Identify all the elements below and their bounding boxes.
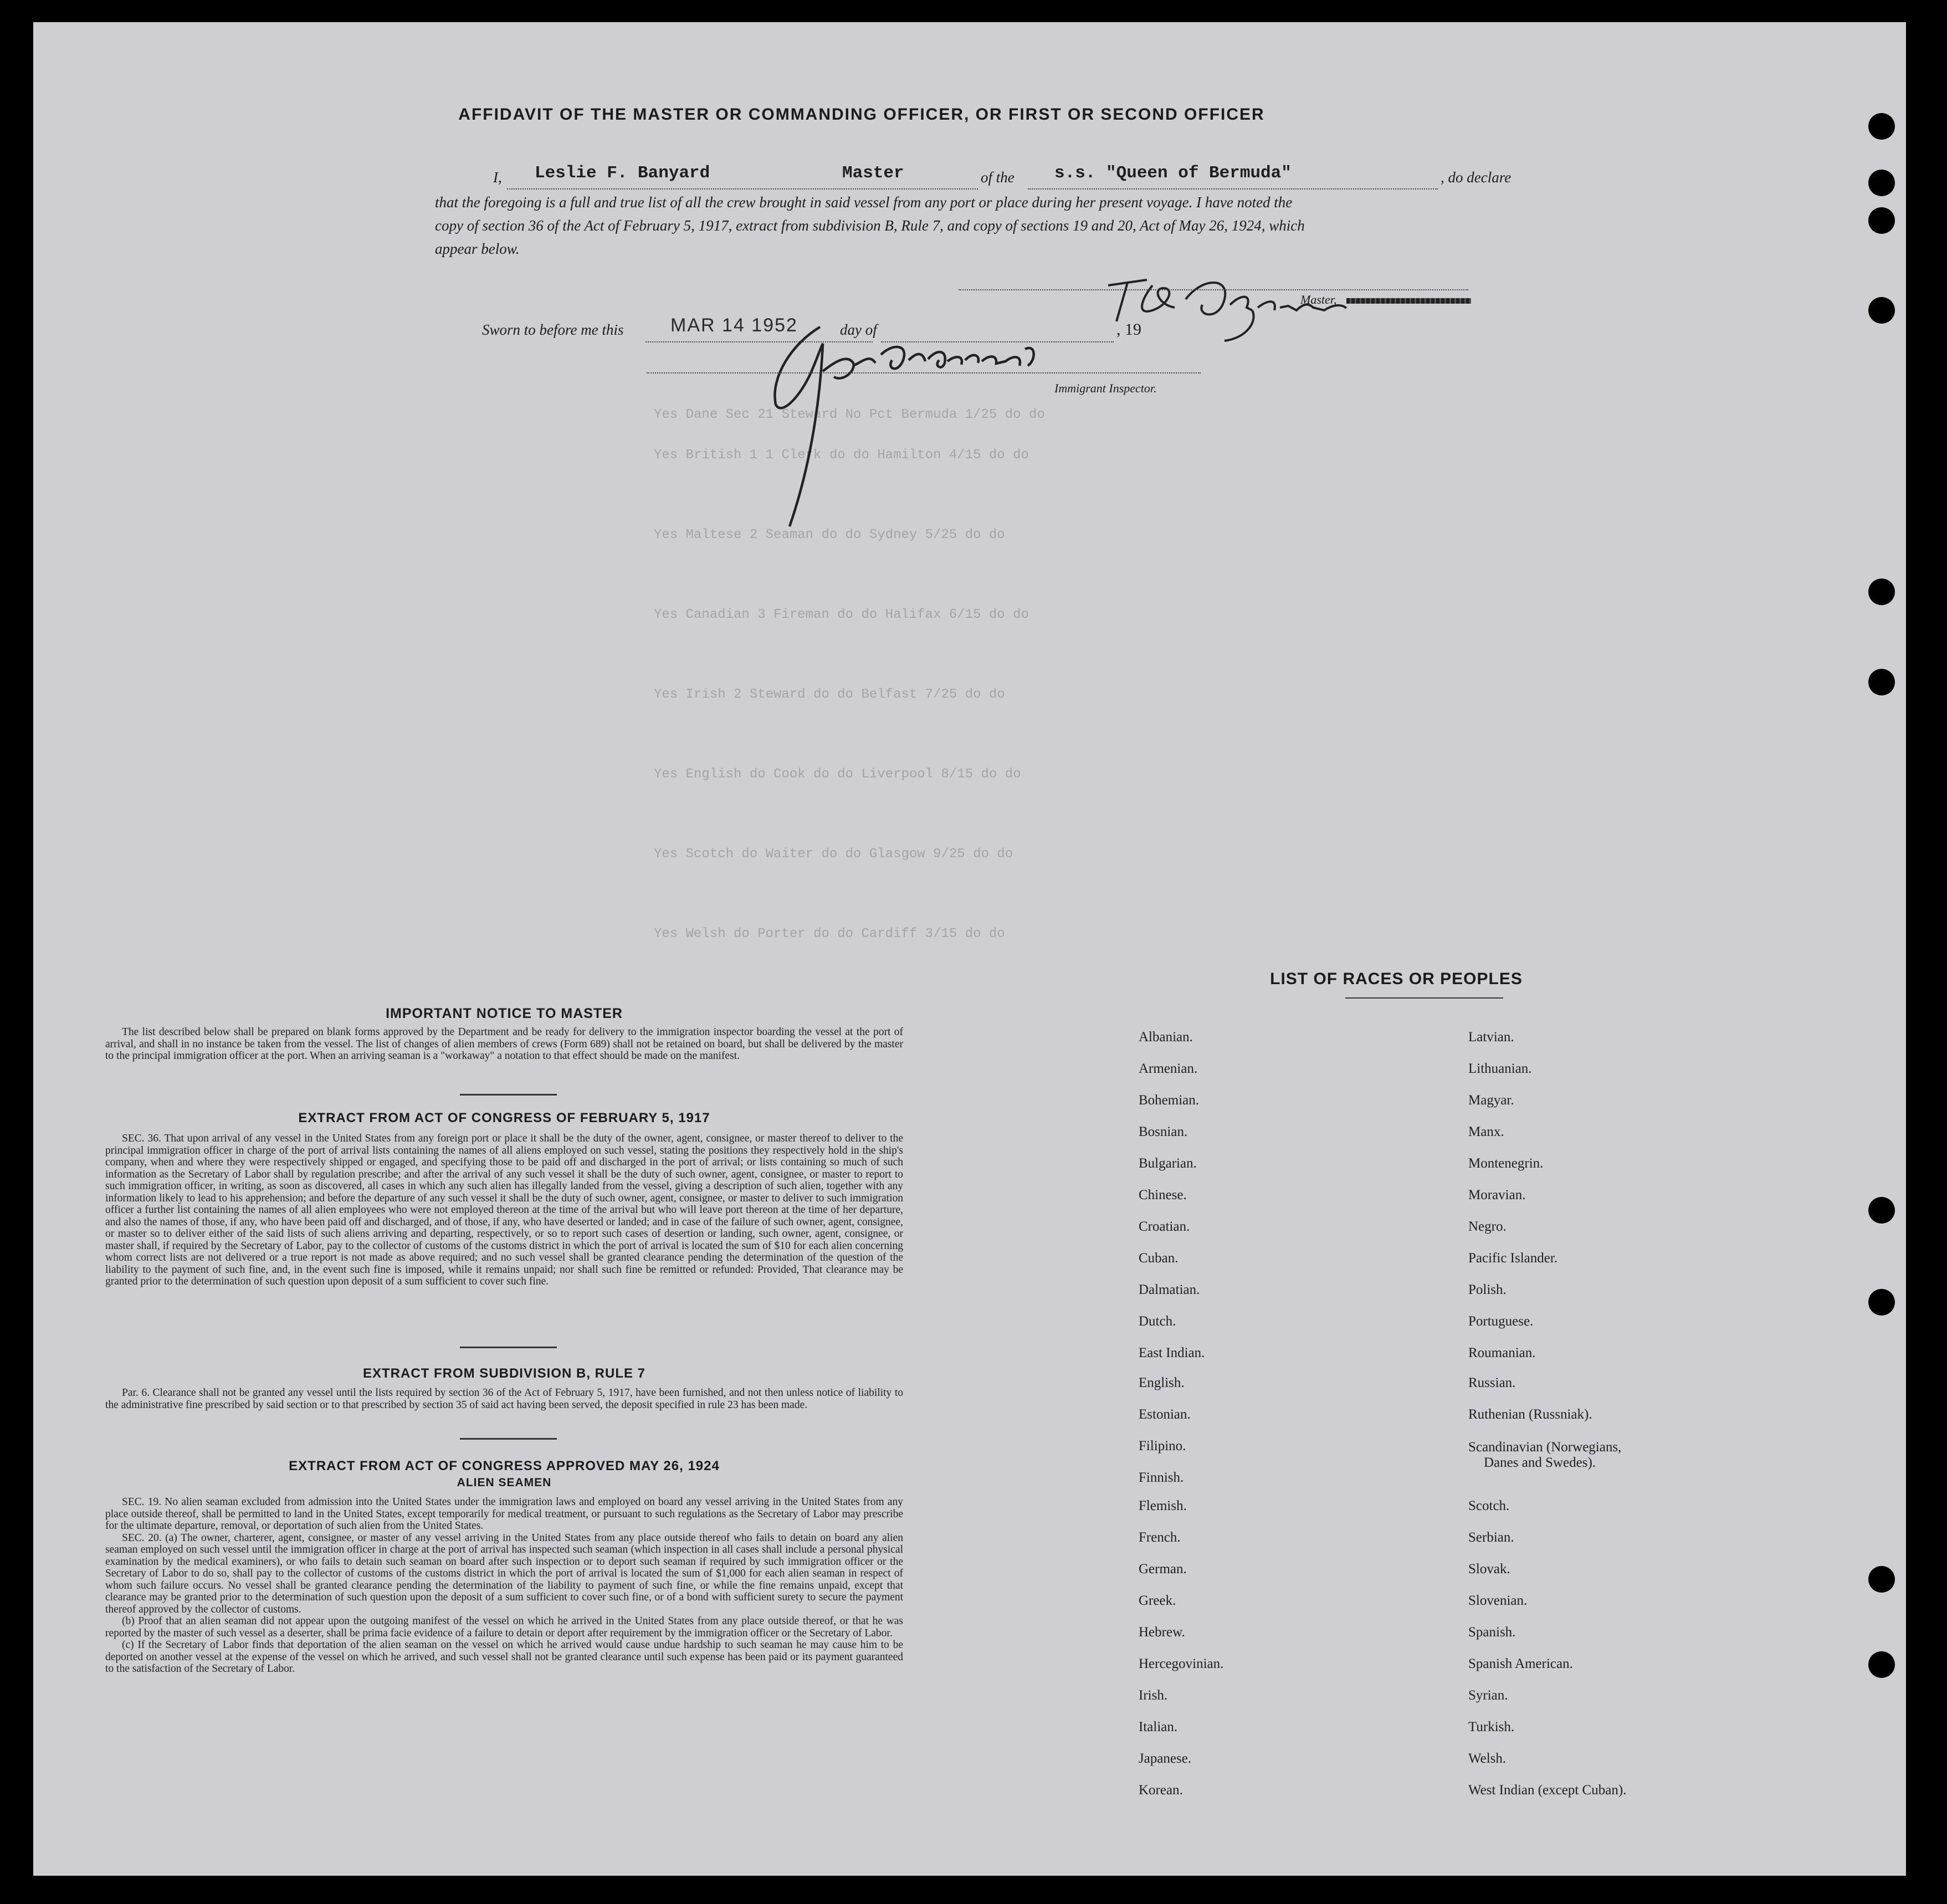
extract-1924-body [105, 1496, 903, 1675]
alien-seamen-subtitle: ALIEN SEAMEN [457, 1476, 552, 1489]
race-item: Bosnian. [1139, 1124, 1188, 1139]
extract-1917-body: SEC. 36. That upon arrival of any vessel in the United States from any foreign port or place it shall be the duty of the owner, agent, consignee, or master thereof to deliver to the principal immigration officer in charge of the port of arrival lists containing the names of all aliens employed on such vessel, stating the positions they respectively hold in the ship's company, when and where they were respectively shipped or engaged, and specifying those to be paid off and discharged in the port of arrival; or lists containing so much of such information as the Secretary of Labor shall by regulation prescribe; and after the arrival of any such vessel it shall be the duty of such owner, agent, consignee, or master to report to such immigration officer, in writing, as soon as discovered, all cases in which any such alien has illegally landed from the vessel, giving a description of such alien, together with any information likely to lead to his apprehension; and before the departure of any such vessel it shall be the duty of such owner, agent, consignee, or master to deliver to such immigration officer a further list containing the names of all alien employees who were not employed thereon at the time of the arrival but who will leave port thereon at the time of her departure, and also the names of those, if any, who have been paid off and discharged, and of those, if any, who have deserted or landed; and in case of the failure of such owner, agent, consignee, or master so to deliver either of the said lists of such aliens arriving and departing, respectively, or so to report such cases of desertion or landing, such owner, agent, consignee, or master shall, if required by the Secretary of Labor, pay to the collector of customs of the customs district in which the port of arrival is located the sum of $10 for each alien concerning whom correct lists are not delivered or a true report is not made as above required; and no such vessel shall be granted clearance pending the determination of the question of the liability to the payment of such fine, and, in the event such fine is imposed, while it remains unpaid; nor shall such fine be remitted or refunded: Provided, That clearance may be granted prior to the determination of such question upon deposit of a sum sufficient to cover such fine. [105, 1133, 903, 1287]
race-item: Bohemian. [1139, 1093, 1200, 1108]
of-the-label: of the [981, 169, 1015, 186]
race-item: Bulgarian. [1139, 1156, 1197, 1171]
race-item: Japanese. [1139, 1751, 1192, 1766]
race-item: Moravian. [1468, 1188, 1526, 1202]
struck-through-titles [1346, 298, 1471, 304]
race-item: Cuban. [1139, 1251, 1179, 1266]
master-name: Leslie F. Banyard [535, 163, 710, 183]
race-item: Hebrew. [1139, 1625, 1185, 1640]
race-item: Syrian. [1468, 1688, 1508, 1703]
master-rank: Master [842, 163, 904, 183]
race-item: Negro. [1468, 1219, 1507, 1234]
master-caption: Master, [1300, 293, 1337, 306]
race-item: Danes and Swedes). [1484, 1455, 1596, 1470]
affidavit-body-line-2: copy of section 36 of the Act of February 5, 1917, extract from subdivision B, Rule 7, and copy of sections 19 and 20, Act of May 26, 1924, which [435, 217, 1305, 234]
punch-hole [1868, 207, 1895, 234]
race-item: Latvian. [1468, 1030, 1514, 1045]
race-item: Turkish. [1468, 1719, 1515, 1734]
punch-hole [1868, 1289, 1895, 1316]
race-item: Russian. [1468, 1375, 1516, 1390]
race-item: Korean. [1139, 1783, 1183, 1798]
race-item: Ruthenian (Russniak). [1468, 1407, 1592, 1422]
affidavit-i-label: I, [493, 169, 502, 186]
race-item: Armenian. [1139, 1061, 1198, 1076]
rule7-body: Par. 6. Clearance shall not be granted any vessel until the lists required by section 36 of the Act of February 5, 1917, have been furnished, and not then unless notice of liability to the administrative fine prescribed by said section or to that prescribed by section 35 of said act having been served, the deposit specified in rule 23 has been made. [105, 1387, 903, 1411]
inspector-signature [726, 310, 1069, 538]
rule7-title: EXTRACT FROM SUBDIVISION B, RULE 7 [362, 1366, 646, 1381]
race-item: Dutch. [1139, 1314, 1176, 1329]
race-item: Polish. [1468, 1282, 1507, 1297]
punch-hole [1868, 297, 1895, 324]
affidavit-title: AFFIDAVIT OF THE MASTER OR COMMANDING OFFICER, OR FIRST OR SECOND OFFICER [458, 105, 1265, 124]
race-item: Filipino. [1139, 1439, 1186, 1453]
race-item: Welsh. [1468, 1751, 1507, 1766]
race-item: Scotch. [1468, 1498, 1510, 1513]
vessel-name: s.s. "Queen of Bermuda" [1054, 163, 1292, 183]
race-item: Magyar. [1468, 1093, 1514, 1108]
punch-hole [1868, 669, 1895, 695]
race-item: Flemish. [1139, 1498, 1187, 1513]
race-item: Greek. [1139, 1593, 1176, 1608]
sec20c-text: (c) If the Secretary of Labor finds that deportation of the alien seaman on the vessel on which he arrived would cause undue hardship to such seaman he may cause him to be deported on another vessel at the expense of the vessel on which he arrived, and such vessel shall not be granted clearance until such expense has been paid or its payment guaranteed to the satisfaction of the Secretary of Labor. [105, 1639, 903, 1675]
divider-2 [460, 1347, 557, 1348]
sec20b-text: (b) Proof that an alien seaman did not appear upon the outgoing manifest of the vessel on which he arrived in the United States from any place outside thereof, or that he was reported by the master of such vessel as a deserter, shall be prima facie evidence of a failure to detain or deport after requirement by the immigration officer or the Secretary of Labor. [105, 1615, 903, 1639]
extract-1917-title: EXTRACT FROM ACT OF CONGRESS OF FEBRUARY 5, 1917 [298, 1110, 710, 1125]
punch-hole [1868, 1197, 1895, 1224]
race-item: Portuguese. [1468, 1314, 1534, 1329]
race-item: Chinese. [1139, 1188, 1187, 1202]
punch-hole [1868, 579, 1895, 605]
race-item: English. [1139, 1375, 1185, 1390]
inspector-caption: Immigrant Inspector. [1054, 381, 1157, 395]
race-item: Manx. [1468, 1124, 1504, 1139]
punch-hole [1868, 1651, 1895, 1678]
punch-hole [1868, 170, 1895, 196]
race-item: Croatian. [1139, 1219, 1190, 1234]
race-item: French. [1139, 1530, 1181, 1545]
sworn-date-stamp: MAR 14 1952 [670, 315, 798, 336]
races-title-rule [1345, 997, 1503, 999]
race-item: Roumanian. [1468, 1345, 1536, 1360]
race-item: German. [1139, 1562, 1187, 1577]
affidavit-body-line-1: that the foregoing is a full and true list of all the crew brought in said vessel from any port or place during her present voyage. I have noted the [435, 194, 1293, 211]
race-item: Lithuanian. [1468, 1061, 1532, 1076]
race-item: Dalmatian. [1139, 1282, 1200, 1297]
notice-title: IMPORTANT NOTICE TO MASTER [386, 1006, 623, 1021]
notice-body: The list described below shall be prepared on blank forms approved by the Department and be ready for delivery to the immigration inspector boarding the vessel at the port of arrival, and shall in no instance be taken from the vessel. The list of changes of alien members of crews (Form 689) shall not be retained on board, but shall be delivered by the master to the principal immigration officer at the port. When an arriving seaman is a "workaway" a notation to that effect should be made on the manifest. [105, 1026, 903, 1062]
do-declare-label: , do declare [1441, 169, 1512, 186]
extract-1924-title: EXTRACT FROM ACT OF CONGRESS APPROVED MAY 26, 1924 [289, 1458, 720, 1473]
race-item: Italian. [1139, 1719, 1178, 1734]
sworn-prefix: Sworn to before me this [482, 321, 624, 338]
race-item: Scandinavian (Norwegians, [1468, 1440, 1622, 1455]
master-signature-line [959, 289, 1468, 290]
race-item: Slovak. [1468, 1562, 1510, 1577]
race-item: Hercegovinian. [1139, 1656, 1224, 1671]
affidavit-body-line-3: appear below. [435, 240, 520, 257]
inspector-signature-line [647, 372, 1201, 373]
race-item: Finnish. [1139, 1470, 1184, 1485]
sec19-text: SEC. 19. No alien seaman excluded from admission into the United States under the immigration laws and employed on board any vessel arriving in the United States from any place outside thereof, shall be permitted to land in the United States, except temporarily for medical treatment, or pursuant to such regulations as the Secretary of Labor may prescribe for the ultimate departure, removal, or deportation of such alien from the United States. [105, 1496, 903, 1532]
race-item: Slovenian. [1468, 1593, 1528, 1608]
day-of-label: day of [840, 321, 877, 338]
race-item: Estonian. [1139, 1407, 1191, 1422]
race-item: Montenegrin. [1468, 1156, 1544, 1171]
punch-hole [1868, 1566, 1895, 1593]
year-prefix: , 19 [1116, 320, 1141, 339]
race-item: Irish. [1139, 1688, 1168, 1703]
race-item: Spanish American. [1468, 1656, 1573, 1671]
race-item: Spanish. [1468, 1625, 1516, 1640]
races-title: LIST OF RACES OR PEOPLES [1270, 970, 1523, 988]
sec20a-text: SEC. 20. (a) The owner, charterer, agent, consignee, or master of any vessel arriving in the United States from any place outside thereof who fails to detain on board any alien seaman employed on such vessel until the immigration officer in charge at the port of arrival has inspected such seaman (which inspection in all cases shall include a personal physical examination by the medical examiners), or who fails to detain such seaman on board after such inspection or to deport such seaman if required by such immigration officer or the Secretary of Labor to do so, shall pay to the collector of customs of the customs district in which the port of arrival is located the sum of $1,000 for each alien seaman in respect of whom such failure occurs. No vessel shall be granted clearance pending the determination of the liability to payment of such fine, or while the fine remains unpaid, except that clearance may be granted prior to the determination of such question upon the deposit of a sum sufficient to cover such fine, or of a bond with sufficient surety to secure the payment thereof approved by the collector of customs. [105, 1532, 903, 1615]
punch-hole [1868, 113, 1895, 140]
race-item: Pacific Islander. [1468, 1251, 1558, 1266]
race-item: West Indian (except Cuban). [1468, 1783, 1627, 1798]
race-item: Albanian. [1139, 1030, 1193, 1045]
race-item: East Indian. [1139, 1345, 1205, 1360]
divider-1 [460, 1094, 557, 1096]
race-item: Serbian. [1468, 1530, 1514, 1545]
document-page: Yes Dane Sec 21 Steward No Pct Bermuda 1/25 do do Yes British 1 1 Clerk do do Hamilton 4/15 do do Yes Maltese 2 Seaman do do Sydney 5/25 do do Yes Canadian 3 Fireman do do Halifax 6/15 do do Yes Irish 2 Steward do do Belfast 7/25 do do Yes English do Cook do do Liverpool 8/15 do do Yes Scotch do Waiter do do Glasgow 9/25 do do Yes Welsh do Porter do do Cardiff 3/15 do do AFFIDAVIT OF THE MASTER OR COMMANDING OFFICER, OR FIRST OR SECOND OFFICER I, Leslie F. Banyard Master of the s.s. "Queen of Bermuda" , do declare that the foregoing is a full and true list of all the crew brought in said vessel from any port or place during her present voyage. I have noted the copy of section 36 of the Act of February 5, 1917, extract from subdivision B, Rule 7, and copy of sections 19 and 20, Act of May 26, 1924, which appear below. Master, Sworn to before me this MAR 14 1952 day of , 19 Immigrant Inspector. IMPORTANT NOTICE TO MASTER The list described below shall be prepared on blank forms approved by the Department and be ready for delivery to the immigration inspector boarding the vessel at the port of arrival, and shall in no instance be taken from the vessel. The list of changes of alien members of crews (Form 689) shall not be retained on board, but shall be delivered by the master to the principal immigration officer at the port. When an arriving seaman is a "workaway" a notation to that effect should be made on the manifest. EXTRACT FROM ACT OF CONGRESS OF FEBRUARY 5, 1917 SEC. 36. That upon arrival of any vessel in the United States from any foreign port or place it shall be the duty of the owner, agent, consignee, or master thereof to deliver to the principal immigration officer in charge of the port of arrival lists containing the names of all aliens employed on such vessel, stating the positions they respectively hold in the ship's company, when and where they were respectively shipped or engaged, and specifying those to be paid off and discharged in the port of arrival; or lists containing so much of such information as the Secretary of Labor shall by regulation prescribe; and after the arrival of any such vessel it shall be the duty of such owner, agent, consignee, or master to report to such immigration officer, in writing, as soon as discovered, all cases in which any such alien has illegally landed from the vessel, giving a description of such alien, together with any information likely to lead to his apprehension; and before the departure of any such vessel it shall be the duty of such owner, agent, consignee, or master to deliver to such immigration officer a further list containing the names of all alien employees who were not employed thereon at the time of the arrival but who will leave port thereon at the time of her departure, and also the names of those, if any, who have been paid off and discharged, and of those, if any, who have deserted or landed; and in case of the failure of such owner, agent, consignee, or master so to deliver either of the said lists of such aliens arriving and departing, respectively, or so to report such cases of desertion or landing, such owner, agent, consignee, or master shall, if required by the Secretary of Labor, pay to the collector of customs of the customs district in which the port of arrival is located the sum of $10 for each alien concerning whom correct lists are not delivered or a true report is not made as above required; and no such vessel shall be granted clearance pending the determination of the question of the liability to the payment of such fine, and, in the event such fine is imposed, while it remains unpaid; nor shall such fine be remitted or refunded: Provided, That clearance may be granted prior to the determination of such question upon deposit of a sum sufficient to cover such fine. EXTRACT FROM SUBDIVISION B, RULE 7 Par. 6. Clearance shall not be granted any vessel until the lists required by section 36 of the Act of February 5, 1917, have been furnished, and not then unless notice of liability to the administrative fine prescribed by said section or to that prescribed by section 35 of said act having been served, the deposit specified in rule 23 has been made. EXTRACT FROM ACT OF CONGRESS APPROVED MAY 26, 1924 ALIEN SEAMEN SEC. 19. No alien seaman excluded from admission into the United States under the immigration laws and employed on board any vessel arriving in the United States from any place outside thereof, shall be permitted to land in the United States, except temporarily for medical treatment, or pursuant to such regulations as the Secretary of Labor may prescribe for the ultimate departure, removal, or deportation of such alien from the United States. SEC. 20. (a) The owner, charterer, agent, consignee, or master of any vessel arriving in the United States from any place outside thereof who fails to detain on board any alien seaman employed on such vessel until the immigration officer in charge at the port of arrival has inspected such seaman (which inspection in all cases shall include a personal physical examination by the medical examiners), or who fails to detain such seaman on board after such inspection or to deport such seaman if required by such immigration officer or the Secretary of Labor to do so, shall pay to the collector of customs of the customs district in which the port of arrival is located the sum of $1,000 for each alien seaman in respect of whom such failure occurs. No vessel shall be granted clearance pending the determination of the liability to payment of such fine, or while the fine remains unpaid, except that clearance may be granted prior to the determination of such question upon the deposit of a sum sufficient to cover such fine, or of a bond with sufficient surety to secure the payment thereof approved by the collector of customs. (b) Proof that an alien seaman did not appear upon the outgoing manifest of the vessel on which he arrived in the United States from any place outside thereof, or that he was reported by the master of such vessel as a deserter, shall be prima facie evidence of a failure to detain or deport after requirement by the immigration officer or the Secretary of Labor. (c) If the Secretary of Labor finds that deportation of the alien seaman on the vessel on which he arrived would cause undue hardship to such seaman he may cause him to be deported on another vessel at the expense of the vessel on which he arrived, and such vessel shall not be granted clearance until such expense has been paid or its payment guaranteed to the satisfaction of the Secretary of Labor. LIST OF RACES OR PEOPLES Albanian. Armenian. Bohemian. Bosnian. Bulgarian. Chinese. Croatian. Cuban. Dalmatian. Dutch. East Indian. English. Estonian. Filipino. Finnish. Flemish. French. German. Greek. Hebrew. Hercegovinian. Irish. Italian. Japanese. Korean. Latvian. Lithuanian. Magyar. Manx. Montenegrin. Moravian. Negro. Pacific Islander. Polish. Portuguese. Roumanian. Russian. Ruthenian (Russniak). Scandinavian (Norwegians, Danes and Swedes). Scotch. Serbian. Slovak. Slovenian. Spanish. Spanish American. Syrian. Turkish. Welsh. West Indian (except Cuban). [33, 22, 1906, 1876]
divider-3 [460, 1438, 557, 1440]
